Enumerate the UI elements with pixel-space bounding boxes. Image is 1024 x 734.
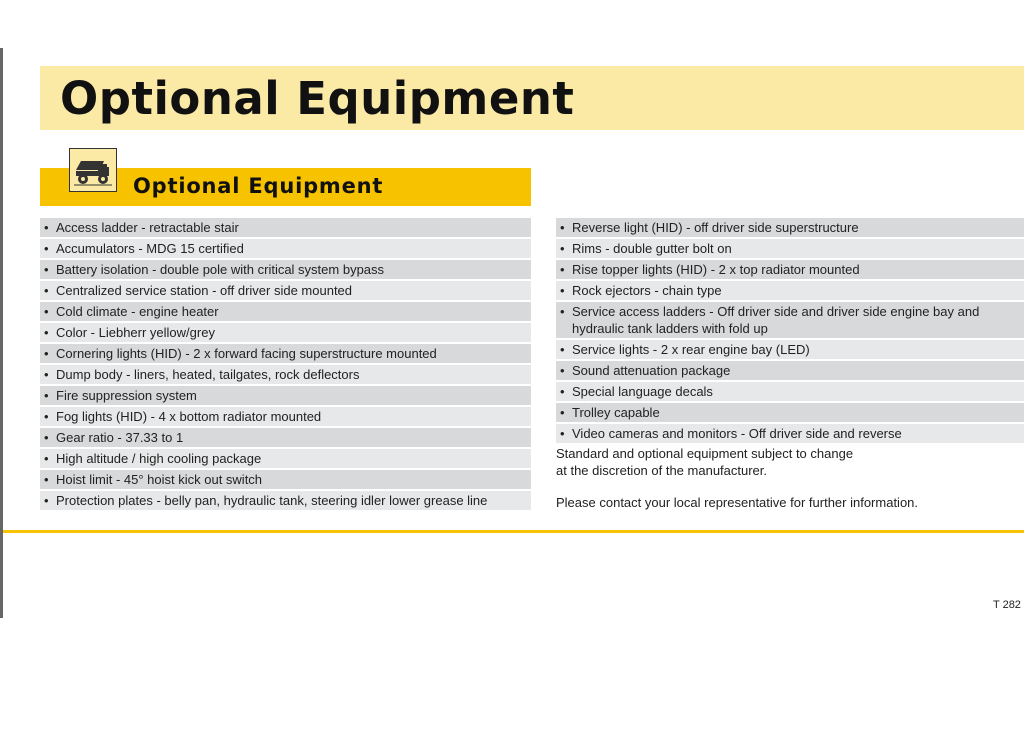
right-equipment-list: [556, 218, 1024, 445]
left-equipment-list: [40, 218, 531, 512]
contact-notice: Please contact your local representative for further information.: [556, 495, 919, 510]
list-item: • Rock ejectors - chain type: [556, 281, 1024, 302]
list-item: • High altitude / high cooling package: [40, 449, 531, 470]
list-item: • Protection plates - belly pan, hydraulic tank, steering idler lower grease line: [40, 491, 531, 512]
list-item: • Fog lights (HID) - 4 x bottom radiator mounted: [40, 407, 531, 428]
list-item: • Service access ladders - Off driver side and driver side engine bay and hydraulic tank ladders with fold up: [556, 302, 1024, 340]
list-item: • Reverse light (HID) - off driver side superstructure: [556, 218, 1024, 239]
list-item: • Centralized service station - off driver side mounted: [40, 281, 531, 302]
list-item: • Accumulators - MDG 15 certified: [40, 239, 531, 260]
dump-truck-icon-graphic: [70, 149, 116, 191]
list-item: • Trolley capable: [556, 403, 1024, 424]
list-item: • Cold climate - engine heater: [40, 302, 531, 323]
list-item: • Hoist limit - 45° hoist kick out switch: [40, 470, 531, 491]
list-item: • Fire suppression system: [40, 386, 531, 407]
bottom-rule: [3, 530, 1024, 533]
list-item: • Sound attenuation package: [556, 361, 1024, 382]
section-title: Optional Equipment: [133, 174, 384, 198]
change-notice-line1: Standard and optional equipment subject to change: [556, 446, 854, 461]
list-item: • Rims - double gutter bolt on: [556, 239, 1024, 260]
list-item: • Dump body - liners, heated, tailgates, rock deflectors: [40, 365, 531, 386]
title-band: [40, 66, 1024, 130]
list-item: • Access ladder - retractable stair: [40, 218, 531, 239]
change-notice: [556, 445, 996, 479]
change-notice-line2: at the discretion of the manufacturer.: [556, 463, 768, 478]
list-item: • Color - Liebherr yellow/grey: [40, 323, 531, 344]
list-item: • Video cameras and monitors - Off driver side and reverse: [556, 424, 1024, 445]
list-item: • Cornering lights (HID) - 2 x forward facing superstructure mounted: [40, 344, 531, 365]
list-item: • Gear ratio - 37.33 to 1: [40, 428, 531, 449]
list-item: • Battery isolation - double pole with critical system bypass: [40, 260, 531, 281]
dump-truck-icon: [69, 148, 117, 192]
list-item: • Service lights - 2 x rear engine bay (LED): [556, 340, 1024, 361]
page-code: T 282: [993, 599, 1021, 611]
page-title: Optional Equipment: [60, 72, 575, 125]
list-item: • Special language decals: [556, 382, 1024, 403]
list-item: • Rise topper lights (HID) - 2 x top radiator mounted: [556, 260, 1024, 281]
